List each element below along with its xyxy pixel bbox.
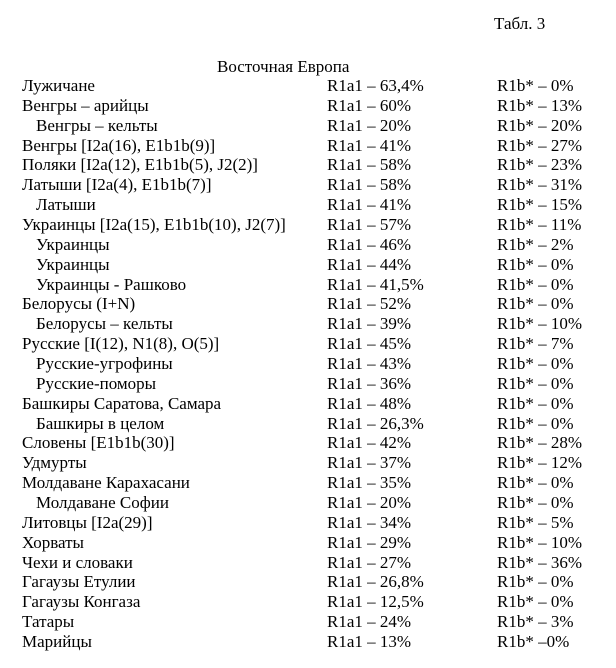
table-row: [0, 394, 616, 414]
population-name: Башкиры Саратова, Самара: [22, 393, 222, 413]
table-row: [0, 76, 616, 96]
r1a1-value: R1a1 – 27%: [327, 552, 412, 572]
r1a1-value: R1a1 – 58%: [327, 175, 412, 195]
r1a1-value: R1a1 – 43%: [327, 354, 412, 374]
population-name: Белорусы – кельты: [36, 314, 173, 334]
table-row: [0, 513, 616, 533]
r1b-value: R1b* –0%: [497, 632, 570, 652]
population-name: Литовцы [I2a(29)]: [22, 512, 153, 532]
r1a1-value: R1a1 – 41%: [327, 195, 412, 215]
r1a1-value: R1a1 – 46%: [327, 234, 412, 254]
r1b-value: R1b* – 12%: [497, 453, 582, 473]
r1a1-value: R1a1 – 36%: [327, 373, 412, 393]
table-row: [0, 533, 616, 553]
r1b-value: R1b* – 0%: [497, 393, 574, 413]
r1b-value: R1b* – 15%: [497, 195, 582, 215]
table-row: [0, 235, 616, 255]
population-name: Гагаузы Етулии: [22, 572, 136, 592]
r1b-value: R1b* – 0%: [497, 473, 574, 493]
population-name: Белорусы (I+N): [22, 294, 136, 314]
r1b-value: R1b* – 0%: [497, 572, 574, 592]
population-name: Лужичане: [22, 76, 95, 95]
haplogroup-table: [0, 76, 616, 652]
r1b-value: R1b* – 0%: [497, 373, 574, 393]
r1a1-value: R1a1 – 63,4%: [327, 76, 424, 95]
r1a1-value: R1a1 – 37%: [327, 453, 412, 473]
r1a1-value: R1a1 – 26,3%: [327, 413, 424, 433]
table-row: [0, 493, 616, 513]
table-row: [0, 433, 616, 453]
table-row: [0, 612, 616, 632]
r1b-value: R1b* – 11%: [497, 215, 582, 235]
population-name: Венгры – кельты: [36, 115, 158, 135]
r1b-value: R1b* – 2%: [497, 234, 574, 254]
table-row: [0, 96, 616, 116]
r1b-value: R1b* – 13%: [497, 95, 582, 115]
table-label: Табл. 3: [494, 14, 546, 33]
r1b-value: R1b* – 3%: [497, 612, 574, 632]
r1a1-value: R1a1 – 35%: [327, 473, 412, 493]
population-name: Молдаване Софии: [36, 493, 169, 513]
table-row: [0, 195, 616, 215]
r1b-value: R1b* – 0%: [497, 294, 574, 314]
table-row: [0, 473, 616, 493]
population-name: Украинцы: [36, 234, 110, 254]
r1b-value: R1b* – 27%: [497, 135, 582, 155]
population-name: Украинцы: [36, 254, 110, 274]
r1b-value: R1b* – 23%: [497, 155, 582, 175]
table-row: [0, 592, 616, 612]
table-row: [0, 374, 616, 394]
population-name: Чехи и словаки: [22, 552, 133, 572]
table-row: [0, 632, 616, 652]
r1a1-value: R1a1 – 57%: [327, 215, 412, 235]
r1a1-value: R1a1 – 20%: [327, 493, 412, 513]
population-name: Словены [E1b1b(30)]: [22, 433, 175, 453]
population-name: Русские-поморы: [36, 373, 157, 393]
table-row: [0, 136, 616, 156]
r1a1-value: R1a1 – 39%: [327, 314, 412, 334]
r1b-value: R1b* – 0%: [497, 76, 574, 95]
r1b-value: R1b* – 31%: [497, 175, 582, 195]
population-name: Удмурты: [22, 453, 87, 473]
r1a1-value: R1a1 – 60%: [327, 95, 412, 115]
r1b-value: R1b* – 0%: [497, 254, 574, 274]
r1b-value: R1b* – 28%: [497, 433, 582, 453]
r1b-value: R1b* – 5%: [497, 512, 574, 532]
r1a1-value: R1a1 – 29%: [327, 532, 412, 552]
r1a1-value: R1a1 – 13%: [327, 632, 412, 652]
population-name: Поляки [I2a(12), E1b1b(5), J2(2)]: [22, 155, 258, 175]
r1a1-value: R1a1 – 26,8%: [327, 572, 424, 592]
table-row: [0, 294, 616, 314]
r1b-value: R1b* – 0%: [497, 354, 574, 374]
population-name: Хорваты: [22, 532, 84, 552]
population-name: Молдаване Карахасани: [22, 473, 190, 493]
population-name: Русские-угрофины: [36, 354, 173, 374]
r1b-value: R1b* – 36%: [497, 552, 582, 572]
table-row: [0, 175, 616, 195]
population-name: Башкиры в целом: [36, 413, 165, 433]
r1b-value: R1b* – 20%: [497, 115, 582, 135]
table-row: [0, 453, 616, 473]
r1b-value: R1b* – 0%: [497, 413, 574, 433]
population-name: Русские [I(12), N1(8), O(5)]: [22, 334, 220, 354]
r1a1-value: R1a1 – 24%: [327, 612, 412, 632]
table-row: [0, 275, 616, 295]
r1a1-value: R1a1 – 45%: [327, 334, 412, 354]
r1b-value: R1b* – 0%: [497, 274, 574, 294]
r1b-value: R1b* – 0%: [497, 493, 574, 513]
population-name: Латыши [I2a(4), E1b1b(7)]: [22, 175, 212, 195]
table-row: [0, 334, 616, 354]
r1a1-value: R1a1 – 42%: [327, 433, 412, 453]
table-row: [0, 314, 616, 334]
population-name: Татары: [22, 612, 75, 632]
population-name: Гагаузы Конгаза: [22, 592, 141, 612]
table-row: [0, 414, 616, 434]
r1b-value: R1b* – 10%: [497, 314, 582, 334]
table-row: [0, 155, 616, 175]
table-row: [0, 572, 616, 592]
population-name: Украинцы - Рашково: [36, 274, 187, 294]
r1a1-value: R1a1 – 12,5%: [327, 592, 424, 612]
population-name: Украинцы [I2a(15), E1b1b(10), J2(7)]: [22, 215, 286, 235]
r1b-value: R1b* – 7%: [497, 334, 574, 354]
table-row: [0, 255, 616, 275]
population-name: Марийцы: [22, 632, 92, 652]
table-row: [0, 215, 616, 235]
r1b-value: R1b* – 0%: [497, 592, 574, 612]
table-row: [0, 553, 616, 573]
r1b-value: R1b* – 10%: [497, 532, 582, 552]
r1a1-value: R1a1 – 58%: [327, 155, 412, 175]
population-name: Венгры [I2a(16), E1b1b(9)]: [22, 135, 216, 155]
region-title: Восточная Европа: [217, 57, 350, 76]
population-name: Венгры – арийцы: [22, 95, 149, 115]
table-row: [0, 354, 616, 374]
r1a1-value: R1a1 – 34%: [327, 512, 412, 532]
r1a1-value: R1a1 – 52%: [327, 294, 412, 314]
table-row: [0, 116, 616, 136]
population-name: Латыши: [36, 195, 96, 215]
r1a1-value: R1a1 – 20%: [327, 115, 412, 135]
r1a1-value: R1a1 – 41,5%: [327, 274, 424, 294]
r1a1-value: R1a1 – 41%: [327, 135, 412, 155]
r1a1-value: R1a1 – 44%: [327, 254, 412, 274]
r1a1-value: R1a1 – 48%: [327, 393, 412, 413]
